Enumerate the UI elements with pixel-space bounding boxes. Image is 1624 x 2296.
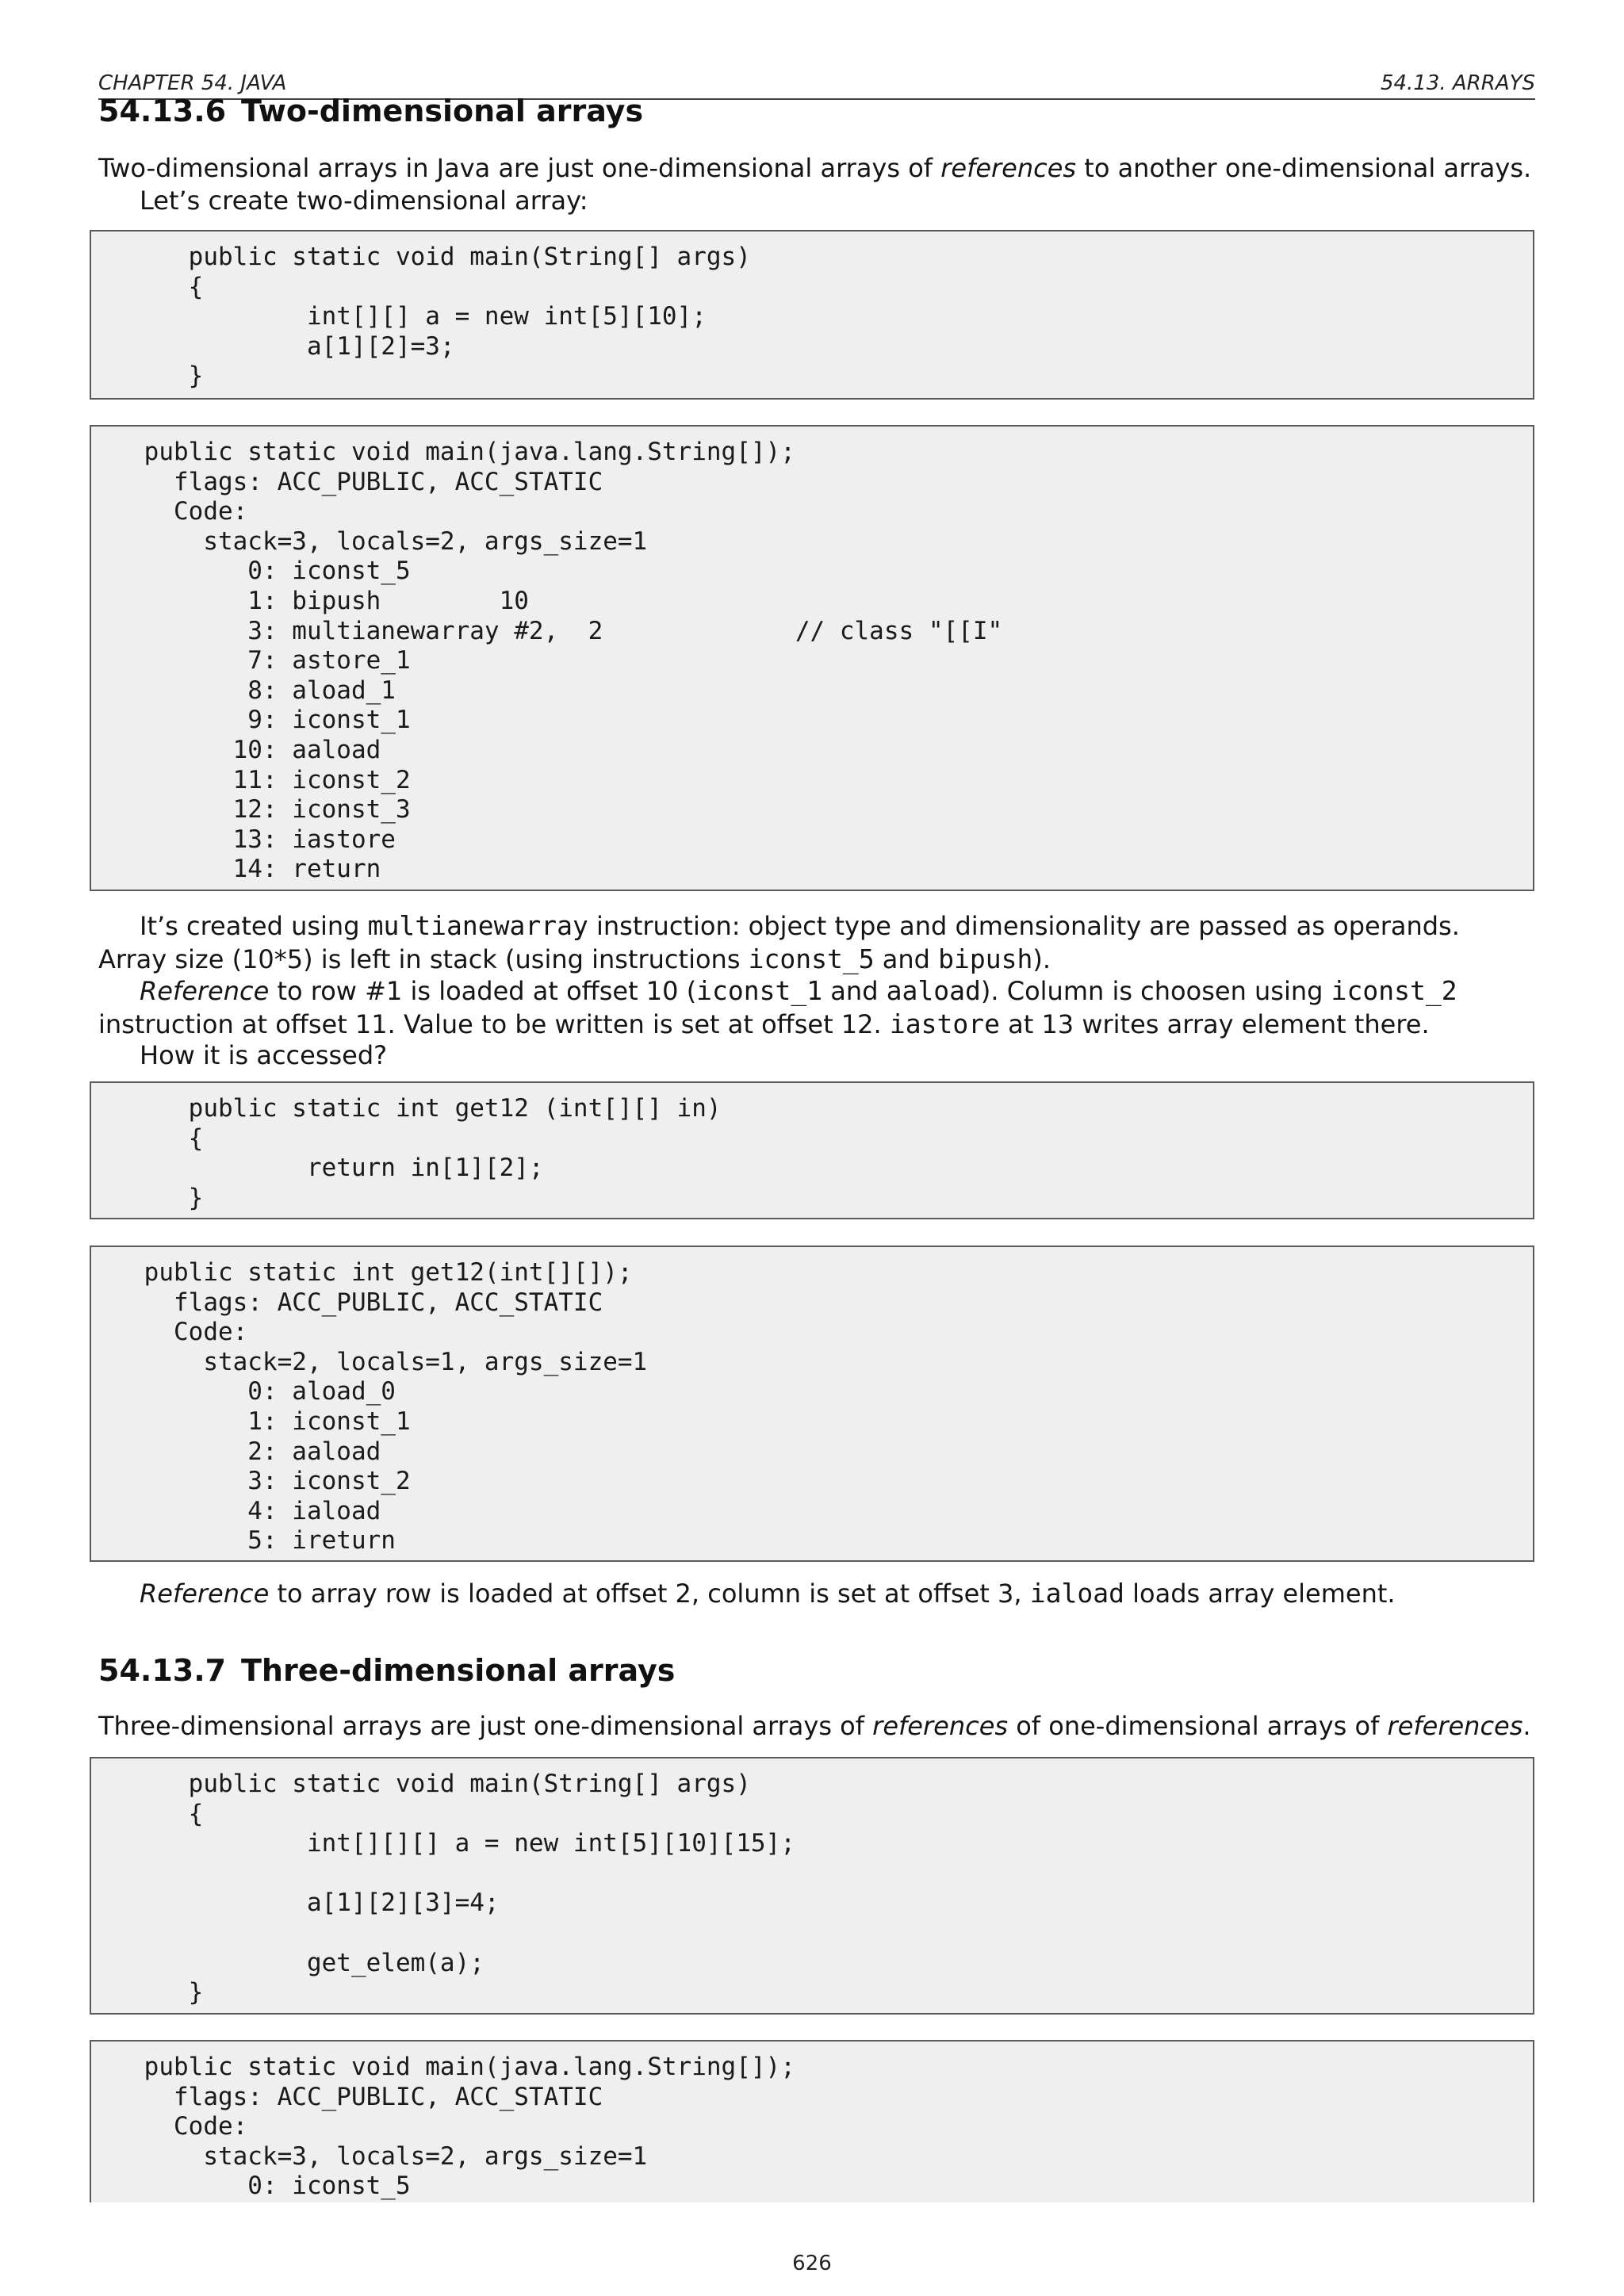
code-line: a[1][2][3]=4; (129, 1888, 500, 1918)
inline-code: iconst_5 (748, 943, 875, 974)
text-run: to array row is loaded at offset 2, column is set at offset 3, (269, 1578, 1030, 1609)
section-heading-two-dimensional (98, 94, 643, 128)
code-line: 2: aaload (129, 1437, 381, 1466)
inline-code: iaload (1029, 1578, 1124, 1609)
text-run: . (1522, 1711, 1531, 1741)
inline-code: aaload (886, 975, 981, 1006)
code-line (91, 1859, 1533, 1889)
paragraph-intro-2d (98, 152, 1535, 185)
section-heading-three-dimensional (98, 1653, 675, 1688)
code-line: 5: ireturn (129, 1526, 396, 1556)
section-title: Three-dimensional arrays (241, 1653, 676, 1688)
section-title: Two-dimensional arrays (241, 94, 644, 128)
code-line: 11: iconst_2 (129, 765, 411, 794)
text-run: and (874, 944, 939, 974)
code-line: 4: iaload (129, 1496, 381, 1525)
code-line: } (129, 1183, 204, 1212)
code-line: int[][] a = new int[5][10]; (129, 302, 707, 331)
text-run: Two-dimensional arrays in Java are just one-dimensional arrays of (98, 153, 941, 183)
code-line: stack=3, locals=2, args_size=1 (129, 526, 648, 556)
code-block-bytecode-get12 (90, 1246, 1534, 1562)
code-line: 7: astore_1 (129, 646, 411, 675)
code-line: get_elem(a); (129, 1948, 485, 1977)
code-line: 0: iconst_5 (129, 2172, 411, 2201)
paragraph-lets-create: Let’s create two-dimensional array: (140, 186, 588, 216)
code-line: public static void main(java.lang.String[]); (129, 2053, 795, 2081)
code-line: 8: aload_1 (129, 675, 396, 705)
code-block-bytecode-3d-main (90, 2040, 1534, 2202)
code-line: stack=3, locals=2, args_size=1 (129, 2141, 648, 2171)
inline-code: iastore (889, 1008, 1000, 1039)
text-run: Three-dimensional arrays are just one-dimensional arrays of (98, 1711, 873, 1741)
code-line: 0: aload_0 (129, 1377, 396, 1406)
text-run: instruction at offset 11. Value to be written is set at offset 12. (98, 1009, 890, 1039)
code-line: public static void main(String[] args) (129, 1770, 751, 1798)
page-number: 626 (792, 2252, 832, 2275)
code-line: 9: iconst_1 (129, 706, 411, 735)
code-line: flags: ACC_PUBLIC, ACC_STATIC (129, 467, 603, 496)
emphasis-text: references (1387, 1711, 1523, 1741)
code-line: public static int get12(int[][]); (129, 1258, 633, 1287)
paragraph-how-accessed: How it is accessed? (140, 1040, 388, 1070)
code-block-bytecode-2d-main (90, 425, 1534, 891)
section-number: 54.13.7 (98, 1653, 227, 1688)
text-run: ). (1032, 944, 1051, 974)
code-line: 12: iconst_3 (129, 795, 411, 825)
paragraph-multianewarray-explanation (98, 909, 1535, 976)
section-number: 54.13.6 (98, 94, 227, 128)
code-line: Code: (129, 2112, 248, 2141)
text-run: instruction: object type and dimensionality are passed as operands. Array size (10*5) is left in stack (using instructions (98, 911, 1460, 974)
code-block-java-3d-source (90, 1757, 1534, 2015)
code-line: flags: ACC_PUBLIC, ACC_STATIC (129, 1288, 603, 1317)
code-line: public static void main(java.lang.String[]); (129, 438, 795, 466)
code-line: 3: iconst_2 (129, 1467, 411, 1496)
text-run: of one-dimensional arrays of (1008, 1711, 1388, 1741)
inline-code: iconst_1 (696, 975, 823, 1006)
text-run: to row #1 is loaded at offset 10 ( (269, 976, 697, 1006)
code-line: 1: iconst_1 (129, 1406, 411, 1436)
code-line: stack=2, locals=1, args_size=1 (129, 1347, 648, 1376)
code-line: public static int get12 (int[][] in) (129, 1094, 722, 1123)
code-block-java-2d-source (90, 230, 1534, 400)
text-run: at 13 writes array element there. (999, 1009, 1430, 1039)
code-line: { (129, 1799, 204, 1828)
code-line: Code: (129, 1318, 248, 1347)
running-header-section: 54.13. ARRAYS (1380, 71, 1535, 95)
text-run: to another one-dimensional arrays. (1076, 153, 1532, 183)
emphasis-text: Reference (140, 1578, 270, 1609)
code-line: Code: (129, 497, 248, 526)
text-run: loads array element. (1124, 1578, 1396, 1609)
code-line: { (129, 1123, 204, 1153)
code-line: 10: aaload (129, 735, 381, 764)
text-run: It’s created using (140, 911, 368, 941)
code-line: 14: return (129, 855, 381, 884)
code-line: { (129, 272, 204, 301)
code-line: int[][][] a = new int[5][10][15]; (129, 1829, 795, 1858)
code-line: 3: multianewarray #2, 2 // class "[[I" (129, 616, 1003, 645)
code-line: return in[1][2]; (129, 1154, 544, 1183)
paragraph-reference-row (98, 974, 1535, 1041)
code-line: 0: iconst_5 (129, 557, 411, 586)
emphasis-text: references (940, 153, 1077, 183)
emphasis-text: references (872, 1711, 1009, 1741)
code-line: 1: bipush 10 (129, 586, 529, 615)
paragraph-iaload-explanation (98, 1577, 1535, 1610)
running-header-chapter: CHAPTER 54. JAVA (98, 71, 287, 95)
code-block-java-get12-source (90, 1081, 1534, 1219)
code-line: } (129, 1978, 204, 2007)
code-line: } (129, 362, 204, 391)
emphasis-text: Reference (140, 976, 270, 1006)
inline-code: iconst_2 (1331, 975, 1457, 1006)
text-run: and (822, 976, 887, 1006)
inline-code: multianewarray (367, 910, 588, 941)
code-line: a[1][2]=3; (129, 331, 455, 361)
code-line: 13: iastore (129, 825, 396, 854)
inline-code: bipush (938, 943, 1033, 974)
code-line (91, 1919, 1533, 1949)
paragraph-intro-3d (98, 1710, 1535, 1743)
code-line: public static void main(String[] args) (129, 243, 751, 271)
code-line: flags: ACC_PUBLIC, ACC_STATIC (129, 2082, 603, 2111)
text-run: ). Column is choosen using (980, 976, 1331, 1006)
